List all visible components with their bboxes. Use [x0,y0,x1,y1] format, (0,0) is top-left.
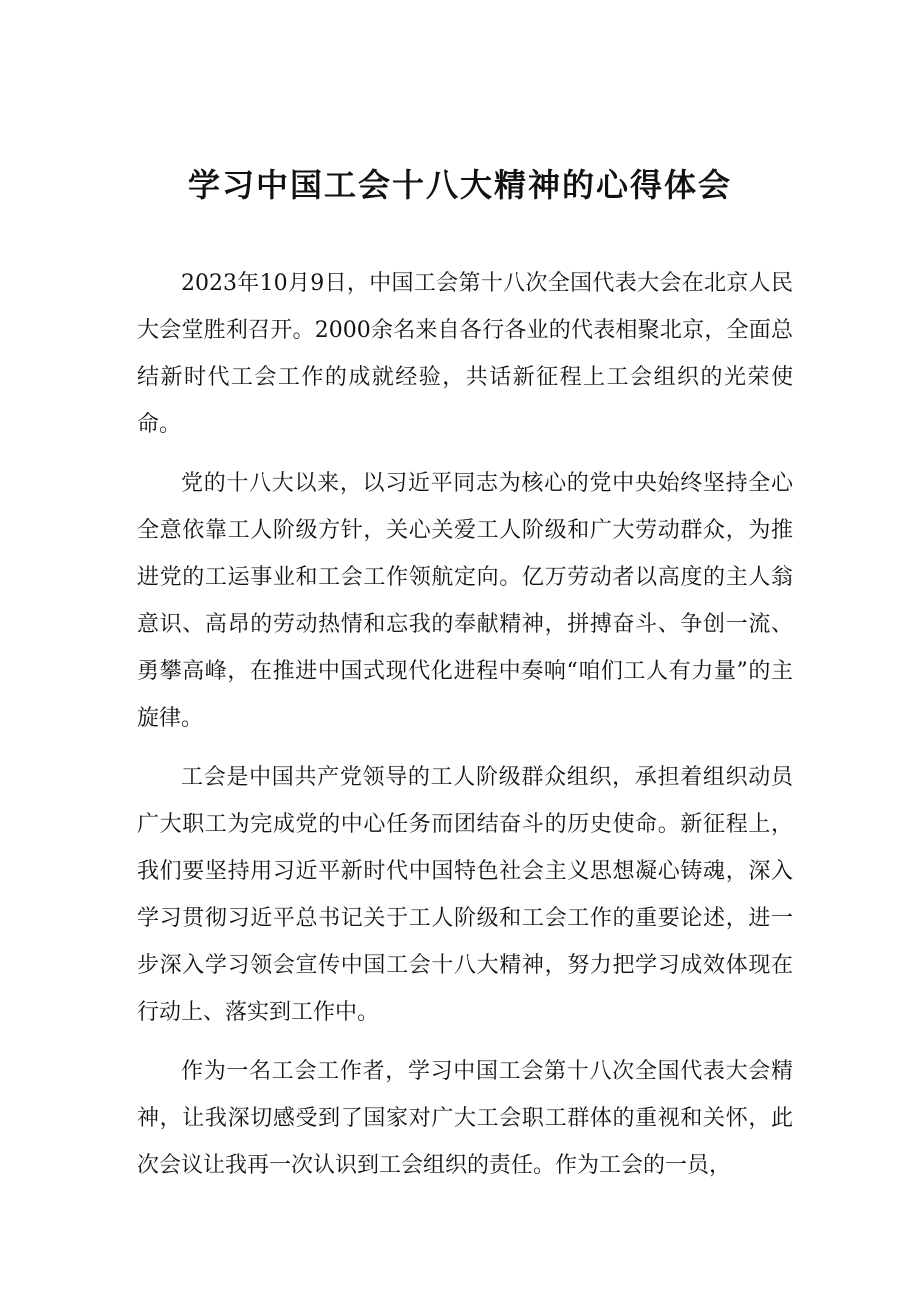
paragraph-1: 2023年10月9日，中国工会第十八次全国代表大会在北京人民大会堂胜利召开。2000余名来自各行各业的代表相聚北京，全面总结新时代工会工作的成就经验，共话新征程上工会组织的光荣使命。 [137,271,793,437]
document-title: 学习中国工会十八大精神的心得体会 [187,166,732,204]
paragraph-2: 党的十八大以来，以习近平同志为核心的党中央始终坚持全心全意依靠工人阶级方针，关心关爱工人阶级和广大劳动群众，为推进党的工运事业和工会工作领航定向。亿万劳动者以高度的主人翁意识、高昂的劳动热情和忘我的奉献精神，拼搏奋斗、争创一流、勇攀高峰，在推进中国式现代化进程中奏响“咱们工人有力量”的主旋律。 [137,471,793,731]
paragraph-3: 工会是中国共产党领导的工人阶级群众组织，承担着组织动员广大职工为完成党的中心任务而团结奋斗的历史使命。新征程上，我们要坚持用习近平新时代中国特色社会主义思想凝心铸魂，深入学习贯彻习近平总书记关于工人阶级和工会工作的重要论述，进一步深入学习领会宣传中国工会十八大精神，努力把学习成效体现在行动上、落实到工作中。 [137,765,793,1025]
document-body [137,260,793,1201]
paragraph-4: 作为一名工会工作者，学习中国工会第十八次全国代表大会精神，让我深切感受到了国家对广大工会职工群体的重视和关怀，此次会议让我再一次认识到工会组织的责任。作为工会的一员， [137,1059,793,1178]
